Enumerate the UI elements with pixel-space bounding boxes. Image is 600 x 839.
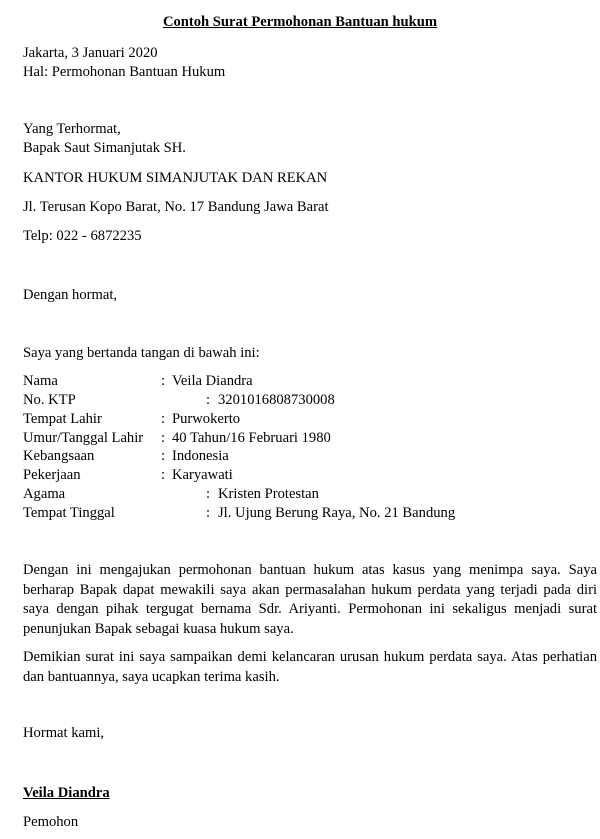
identity-colon: : (161, 467, 166, 483)
identity-colon: : (206, 505, 211, 521)
letter-title: Contoh Surat Permohonan Bantuan hukum (162, 14, 438, 30)
identity-value: 3201016808730008 (218, 392, 335, 408)
identity-label: No. KTP (23, 392, 76, 408)
identity-label: Tempat Tinggal (23, 505, 115, 521)
recipient-address: Jl. Terusan Kopo Barat, No. 17 Bandung Jawa Barat (23, 199, 329, 215)
subject-line: Hal: Permohonan Bantuan Hukum (23, 64, 226, 80)
identity-value: Indonesia (172, 448, 229, 464)
signature-role: Pemohon (23, 814, 79, 830)
identity-value: Jl. Ujung Berung Raya, No. 21 Bandung (218, 505, 456, 521)
identity-value: Kristen Protestan (218, 486, 319, 502)
closing: Hormat kami, (23, 725, 105, 741)
identity-value: Veila Diandra (172, 373, 253, 389)
body-paragraph: Demikian surat ini saya sampaikan demi kelancaran urusan hukum perdata saya. Atas perhatian dan bantuannya, saya ucapkan terima kasih. (23, 649, 597, 685)
identity-colon: : (161, 411, 166, 427)
identity-colon: : (161, 430, 166, 446)
identity-label: Tempat Lahir (23, 411, 102, 427)
identity-label: Agama (23, 486, 66, 502)
intro-text: Saya yang bertanda tangan di bawah ini: (23, 345, 260, 361)
identity-colon: : (161, 373, 166, 389)
identity-value: Karyawati (172, 467, 233, 483)
identity-colon: : (161, 448, 166, 464)
greeting: Dengan hormat, (23, 287, 118, 303)
recipient-name: Bapak Saut Simanjutak SH. (23, 140, 186, 156)
identity-value: Purwokerto (172, 411, 241, 427)
place-date: Jakarta, 3 Januari 2020 (23, 45, 158, 61)
identity-label: Kebangsaan (23, 448, 95, 464)
recipient-salutation: Yang Terhormat, (23, 121, 121, 137)
signature-name: Veila Diandra (23, 785, 110, 801)
identity-value: 40 Tahun/16 Februari 1980 (172, 430, 331, 446)
identity-colon: : (206, 486, 211, 502)
identity-label: Umur/Tanggal Lahir (23, 430, 144, 446)
identity-label: Pekerjaan (23, 467, 81, 483)
recipient-office: KANTOR HUKUM SIMANJUTAK DAN REKAN (23, 170, 328, 186)
recipient-phone: Telp: 022 - 6872235 (23, 228, 142, 244)
identity-label: Nama (23, 373, 58, 389)
identity-colon: : (206, 392, 211, 408)
body-paragraph: Dengan ini mengajukan permohonan bantuan hukum atas kasus yang menimpa saya. Saya berharap Bapak dapat mewakili saya akan permasalahan hukum perdata yang terjadi pada diri saya dengan pihak tergugat bernama Sdr. Ariyanti. Permohonan ini sekaligus menjadi surat penunjukan Bapak sebagai kuasa hukum saya. (23, 562, 597, 637)
